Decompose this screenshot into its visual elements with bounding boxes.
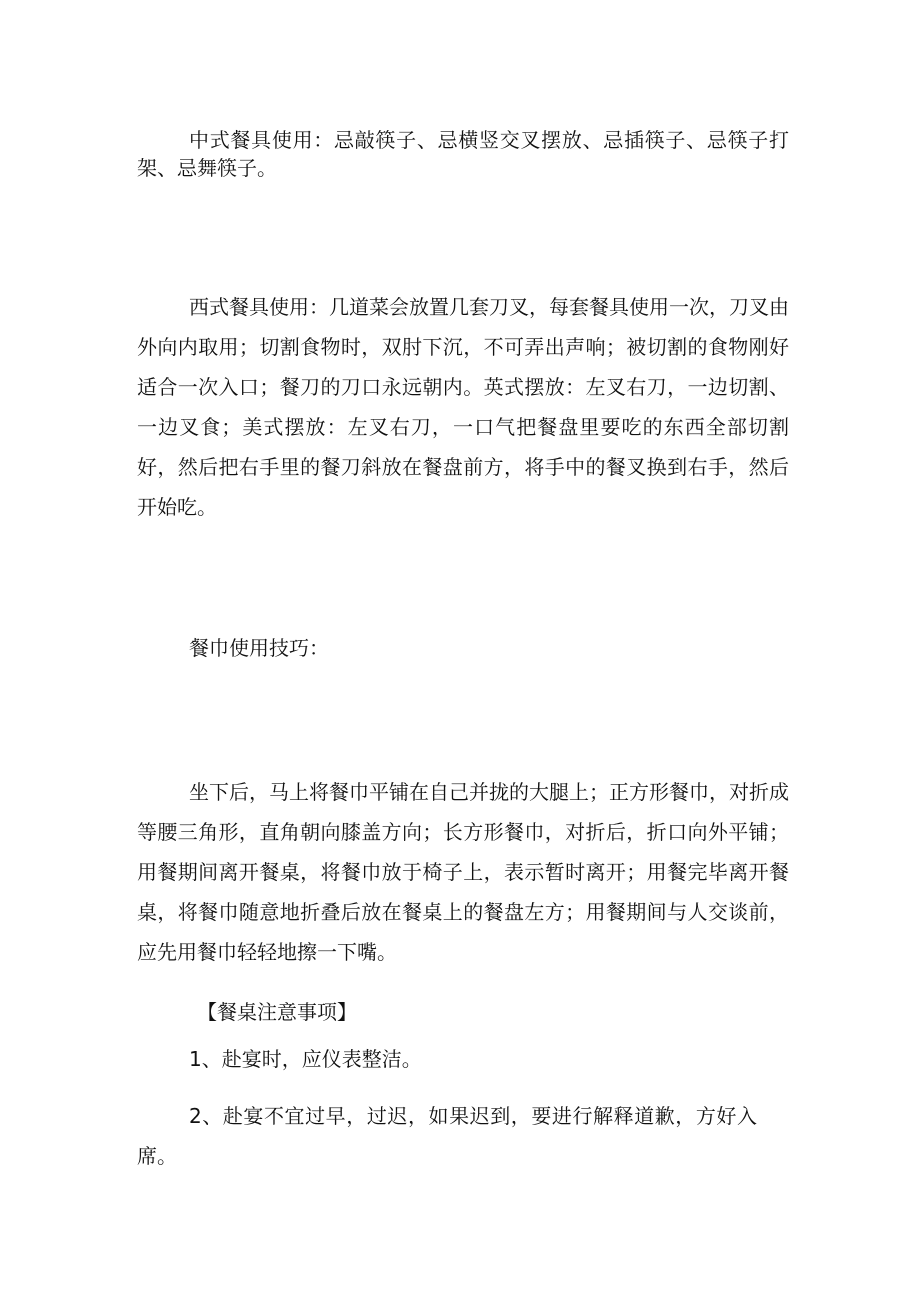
table-notes-heading: 【餐桌注意事项】 (197, 1000, 357, 1024)
western-tableware-paragraph: 西式餐具使用：几道菜会放置几套刀叉，每套餐具使用一次，刀叉由外向内取用；切割食物时，双肘下沉，不可弄出声响；被切割的食物刚好适合一次入口；餐刀的刀口永远朝内。英式摆放：左叉右刀，一边切割、一边叉食；美式摆放：左叉右刀，一口气把餐盘里要吃的东西全部切割好，然后把右手里的餐刀斜放在餐盘前方，将手中的餐叉换到右手，然后开始吃。 (137, 295, 789, 519)
table-note-item-1: 1、赴宴时，应仪表整洁。 (189, 1047, 422, 1071)
table-note-item-2: 2、赴宴不宜过早，过迟，如果迟到，要进行解释道歉，方好入席。 (137, 1104, 757, 1168)
chinese-tableware-paragraph: 中式餐具使用：忌敲筷子、忌横竖交叉摆放、忌插筷子、忌筷子打架、忌舞筷子。 (137, 128, 789, 180)
napkin-heading: 餐巾使用技巧： (189, 636, 329, 660)
napkin-usage-paragraph: 坐下后，马上将餐巾平铺在自己并拢的大腿上；正方形餐巾，对折成等腰三角形，直角朝向膝盖方向；长方形餐巾，对折后，折口向外平铺；用餐期间离开餐桌，将餐巾放于椅子上，表示暂时离开；用餐完毕离开餐桌，将餐巾随意地折叠后放在餐桌上的餐盘左方；用餐期间与人交谈前，应先用餐巾轻轻地擦一下嘴。 (137, 780, 789, 964)
